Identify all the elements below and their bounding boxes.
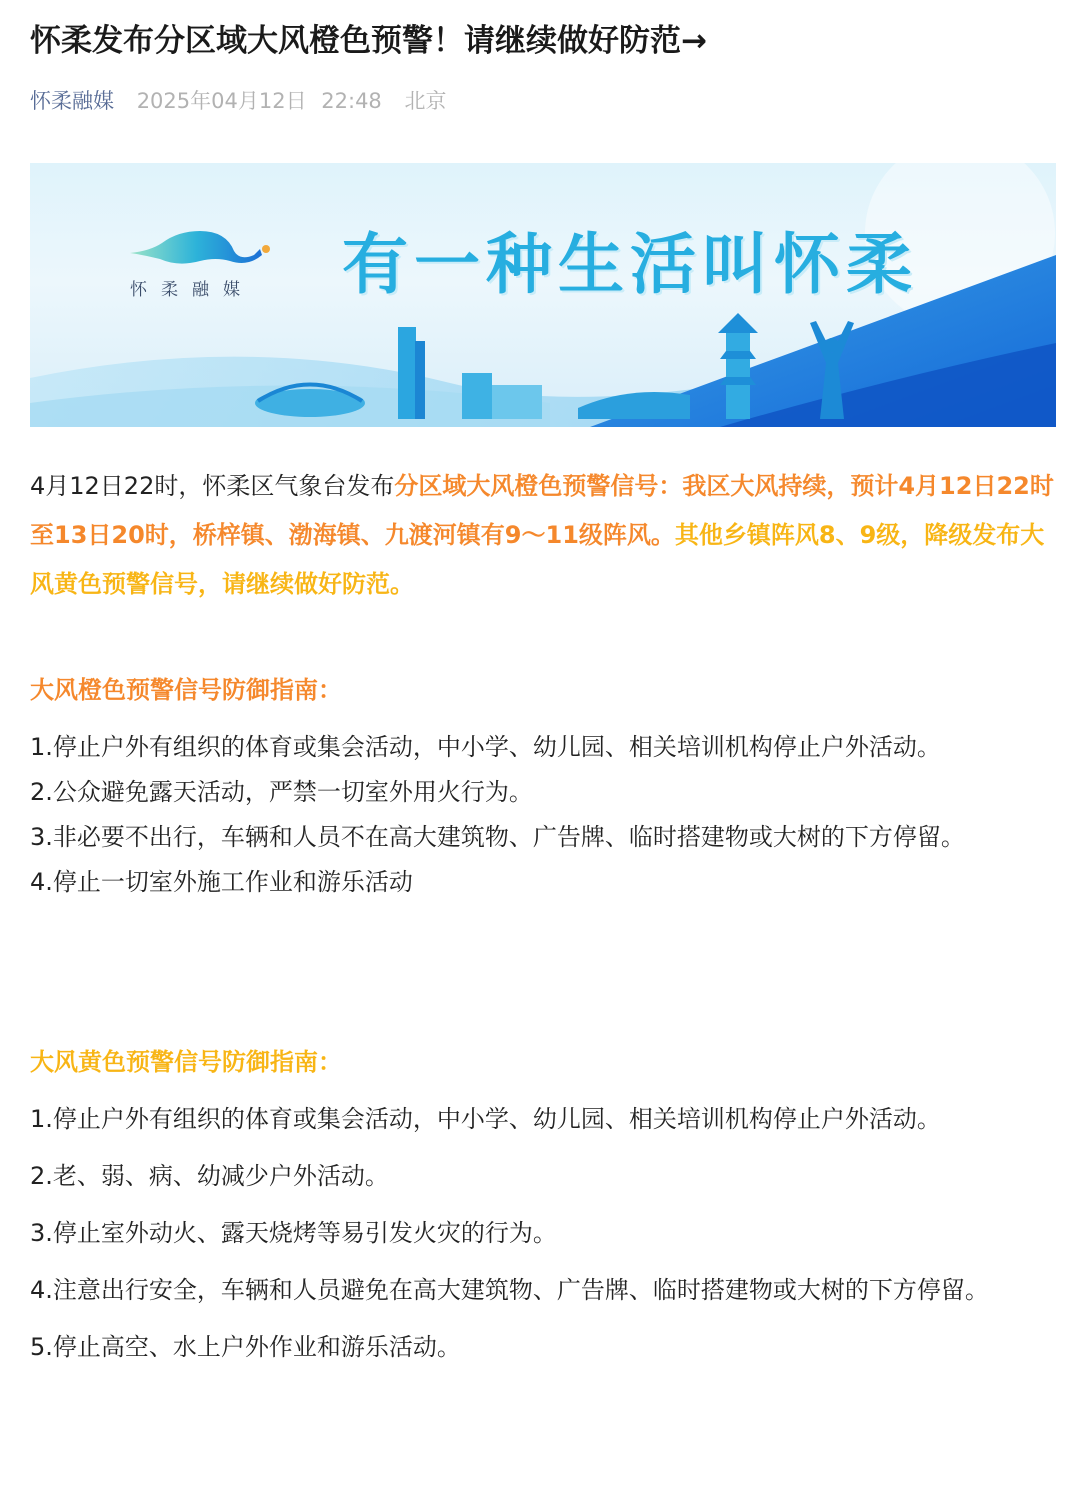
intro-paragraph	[30, 462, 1058, 609]
list-item: 4.停止一切室外施工作业和游乐活动	[30, 868, 413, 896]
list-item: 5.停止高空、水上户外作业和游乐活动。	[30, 1333, 461, 1361]
list-item: 3.停止室外动火、露天烧烤等易引发火灾的行为。	[30, 1219, 557, 1247]
publish-location: 北京	[404, 89, 447, 113]
header-banner-image	[30, 163, 1056, 427]
list-item: 3.非必要不出行，车辆和人员不在高大建筑物、广告牌、临时搭建物或大树的下方停留。	[30, 823, 965, 851]
list-item: 1.停止户外有组织的体育或集会活动，中小学、幼儿园、相关培训机构停止户外活动。	[30, 733, 941, 761]
article-meta	[30, 84, 446, 118]
list-item: 1.停止户外有组织的体育或集会活动，中小学、幼儿园、相关培训机构停止户外活动。	[30, 1105, 941, 1133]
list-item: 2.老、弱、病、幼减少户外活动。	[30, 1162, 389, 1190]
intro-orange-warning: 分区域大风橙色预警信号：我区大风持续，预计4月12日22时至13日20时，桥梓镇、渤海镇、九渡河镇有9～11级阵风。	[30, 472, 1054, 549]
publish-time: 22:48	[321, 89, 382, 113]
rongmei-logo-icon	[130, 225, 270, 269]
orange-guide-list	[30, 725, 1058, 905]
intro-plain-text: 4月12日22时，怀柔区气象台发布	[30, 472, 395, 500]
logo-text: 怀柔融媒	[130, 280, 254, 300]
yellow-guide-heading: 大风黄色预警信号防御指南：	[30, 1048, 342, 1076]
author-link[interactable]: 怀柔融媒	[30, 89, 114, 113]
article-title: 怀柔发布分区域大风橙色预警！请继续做好防范→	[30, 23, 707, 59]
list-item: 2.公众避免露天活动，严禁一切室外用火行为。	[30, 778, 533, 806]
orange-guide-heading: 大风橙色预警信号防御指南：	[30, 676, 342, 704]
banner-slogan: 有一种生活叫怀柔	[342, 225, 918, 303]
yellow-guide-list	[30, 1096, 1058, 1381]
publish-date: 2025年04月12日	[136, 89, 307, 113]
list-item: 4.注意出行安全，车辆和人员避免在高大建筑物、广告牌、临时搭建物或大树的下方停留。	[30, 1276, 989, 1304]
intro-yellow-warning: 其他乡镇阵风8、9级，降级发布大风黄色预警信号，请继续做好防范。	[30, 521, 1045, 598]
